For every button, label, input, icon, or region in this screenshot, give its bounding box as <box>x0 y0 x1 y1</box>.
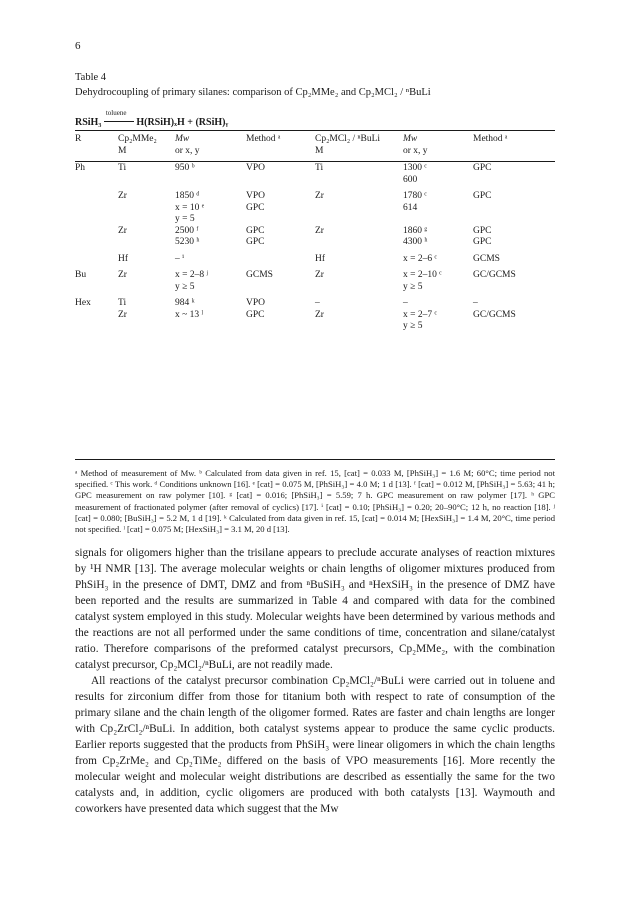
table-number: Table 4 <box>75 72 107 83</box>
table-row: 600 <box>403 174 418 185</box>
reaction-scheme <box>75 109 229 128</box>
table-row: Zr 2500 ᶠ GPC Zr 1860 ᵍ GPC <box>118 225 492 236</box>
header-cell: Method ᵃ <box>473 134 508 144</box>
header-cell: Method ᵃ <box>246 134 281 144</box>
table-row: Zr x ~ 13 ˡ GPC Zr x = 2–7 ᶜ GC/GCMS <box>118 309 516 320</box>
paragraph: signals for oligomers higher than the trisilane appears to preclude accurate analyses of reaction mixtures by ¹H NMR [13]. The average molecular weights or chain lengths of oligomer mixtures produced from PhSiH₃ in the presence of DMT, DMZ and from ⁿBuSiH₃ and ⁿHexSiH₃ in the presence of DMZ have been reported and the results are summarized in Table 4 and compared with data for the combined catalyst system employed in this study. Molecular weights have been determined by various methods and the reactions are not all performed under the same conditions of time, concentration and silane/catalyst ratio. Therefore comparisons of the preformed catalyst precursors, Cp₂MMe₂, with the combination catalyst precursor, Cp₂MCl₂/ⁿBuLi, are not readily made. <box>75 547 555 671</box>
table-top-rule <box>75 130 555 131</box>
table-row: 5230 ʰ GPC 4300 ʰ GPC <box>175 237 492 247</box>
table-caption <box>75 70 555 100</box>
header-cell: Mw or x, y <box>175 134 200 156</box>
page-number: 6 <box>75 40 81 52</box>
table-row: y = 5 <box>175 214 195 224</box>
products: H(RSiH)ₓH + (RSiH)ᵧ <box>136 117 229 128</box>
table-title: Dehydrocoupling of primary silanes: comparison of Cp₂MMe₂ and Cp₂MCl₂ / ⁿBuLi <box>75 87 431 98</box>
header-cell: Cp₂MCl₂ / ⁿBuLi M <box>315 134 381 156</box>
header-cell: R <box>75 134 82 144</box>
solvent-label: toluene <box>105 109 127 117</box>
table-row: Bu Zr x = 2–8 ʲ GCMS Zr x = 2–10 ᶜ GC/GCMS <box>75 270 516 280</box>
data-table <box>75 132 555 333</box>
table-header-row <box>75 132 555 160</box>
table-row: Hf – ⁱ Hf x = 2–6 ᶜ GCMS <box>118 253 500 264</box>
reaction-arrow <box>104 109 134 128</box>
table-row: Zr 1850 ᵈ VPO Zr 1780 ᶜ GPC <box>118 191 492 201</box>
table-row: Hex Ti 984 ᵏ VPO – – – <box>75 298 478 308</box>
table-bottom-rule <box>75 459 555 460</box>
table-row: Ph Ti 950 ᵇ VPO Ti 1300 ᶜ GPC <box>75 163 492 173</box>
header-cell: Mw or x, y <box>403 134 428 156</box>
paragraph: All reactions of the catalyst precursor combination Cp₂MCl₂/ⁿBuLi were carried out in toluene and results for zirconium differ from those for titanium both with respect to rate of consumption of the primary silane and the chain length of the oligomer formed. Rates are faster and chain lengths are longer with Cp₂ZrCl₂/ⁿBuLi. In addition, both catalyst systems appear to produce the same cyclic products. Earlier reports suggested that the products from PhSiH₃ were linear oligomers in which the chain lengths from Cp₂ZrMe₂ and Cp₂TiMe₂ differed on the basis of VPO measurements [16]. More recently the molecular weight and molecular weight distributions are described as essentially the same for the two catalysts and, in addition, cyclic oligomers are produced with both catalysts [13]. Waymouth and coworkers have presented data which suggest that the Mw <box>75 675 555 815</box>
body-text <box>75 545 555 817</box>
table-row: x = 10 ᵉ GPC 614 <box>175 202 418 213</box>
table-row: y ≥ 5 <box>403 321 423 331</box>
table-row: y ≥ 5 y ≥ 5 <box>175 281 423 292</box>
reactant: RSiH₃ <box>75 117 102 128</box>
header-cell: Cp₂MMe₂ M <box>118 134 157 156</box>
table-footnotes: ᵃ Method of measurement of Mw. ᵇ Calculated from data given in ref. 15, [cat] = 0.033 M, [PhSiH₃] = 1.6 M; 60°C; time period not specified. ᶜ This work. ᵈ Conditions unknown [16]. ᵉ [cat] = 0.075 M, [PhSiH₃] = 4.0 M; 1 d [13]. ᶠ [cat] = 0.012 M, [PhSiH₃] = 5.63; 41 h; GPC measurement on raw polymer [10]. ᵍ [cat] = 0.016; [PhSiH₃] = 5.59; 7 h. GPC measurement on raw polymer [17]. ʰ GPC measurement of fractionated polymer (after removal of cyclics) [17]. ⁱ [cat] = 0.10; [PhSiH₃] = 0.20; 20–90°C; 12 h, no reaction [18]. ʲ [cat] = 0.080; [BuSiH₃] = 5.2 M, 1 d [19]. ᵏ Calculated from data given in ref. 15, [cat] = 0.014 M; [HexSiH₃] = 1.4 M, 20°C, time period not specified. ˡ [cat] = 0.075 M; [HexSiH₃] = 3.1 M, 20 d [13]. <box>75 468 555 535</box>
